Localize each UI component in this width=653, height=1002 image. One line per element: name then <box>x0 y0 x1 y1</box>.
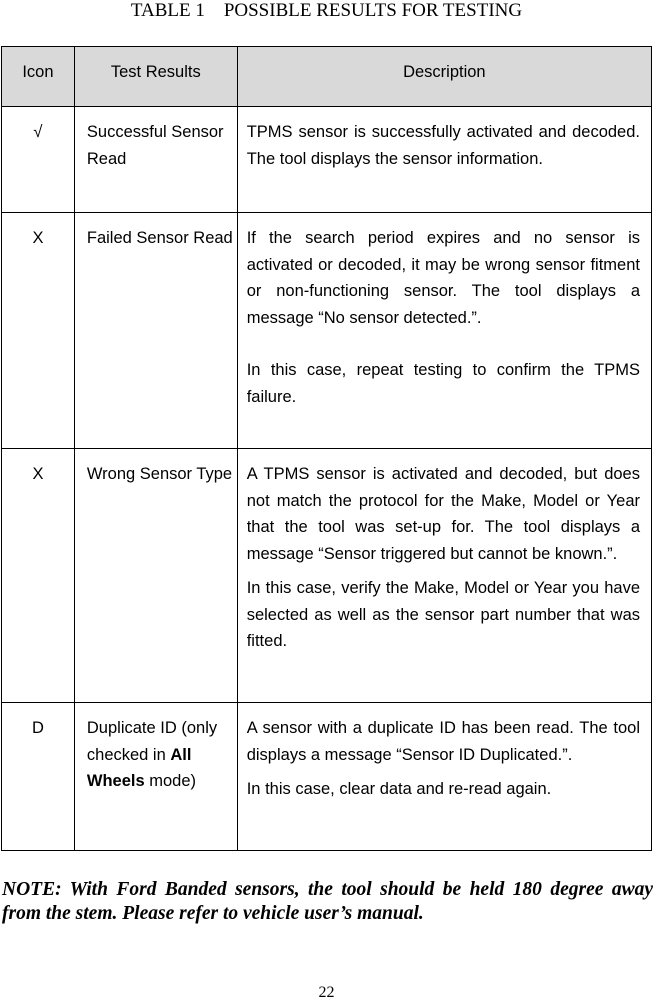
description-paragraph: If the search period expires and no sensor is activated or decoded, it may be wrong sensor fitment or non-functioning sensor. The tool displays a message “No sensor detected.”. <box>246 229 640 327</box>
test-results-table <box>1 46 652 851</box>
result-label <box>74 703 237 851</box>
table-row <box>2 107 652 213</box>
result-label: Failed Sensor Read <box>74 213 237 449</box>
note-text: NOTE: With Ford Banded sensors, the tool should be held 180 degree away from the stem. Please refer to vehicle user’s manual. <box>2 879 653 924</box>
x-icon: X <box>2 213 75 449</box>
result-description <box>237 107 651 213</box>
header-icon: Icon <box>2 47 75 107</box>
result-label-suffix: mode) <box>144 772 197 790</box>
table-row <box>2 703 652 851</box>
table-caption: TABLE 1 POSSIBLE RESULTS FOR TESTING <box>130 0 523 21</box>
description-paragraph: In this case, clear data and re-read again. <box>246 780 552 798</box>
d-icon: D <box>2 703 75 851</box>
result-description <box>237 703 651 851</box>
checkmark-icon: √ <box>2 107 75 213</box>
description-paragraph: A TPMS sensor is activated and decoded, but does not match the protocol for the Make, Model or Year that the tool was set-up for. The tool displays a message “Sensor triggered but cannot be known.”. <box>246 465 640 563</box>
result-label: Successful Sensor Read <box>74 107 237 213</box>
page-number: 22 <box>318 984 335 1001</box>
description-paragraph: TPMS sensor is successfully activated and decoded. The tool displays the sensor information. <box>246 123 640 168</box>
description-paragraph: In this case, verify the Make, Model or Year you have selected as well as the sensor part number that was fitted. <box>246 579 640 650</box>
result-label-prefix: Duplicate ID (only checked in <box>86 719 218 764</box>
result-description <box>237 213 651 449</box>
result-description <box>237 449 651 703</box>
description-paragraph: A sensor with a duplicate ID has been read. The tool displays a message “Sensor ID Duplicated.”. <box>246 719 640 764</box>
x-icon: X <box>2 449 75 703</box>
result-label: Wrong Sensor Type <box>74 449 237 703</box>
description-paragraph: In this case, repeat testing to confirm the TPMS failure. <box>246 361 640 406</box>
header-description: Description <box>237 47 651 107</box>
all-wheels-mode-label: All Wheels <box>86 745 192 790</box>
table-header-row <box>2 47 652 107</box>
table-row <box>2 449 652 703</box>
header-test-results: Test Results <box>74 47 237 107</box>
table-row <box>2 213 652 449</box>
